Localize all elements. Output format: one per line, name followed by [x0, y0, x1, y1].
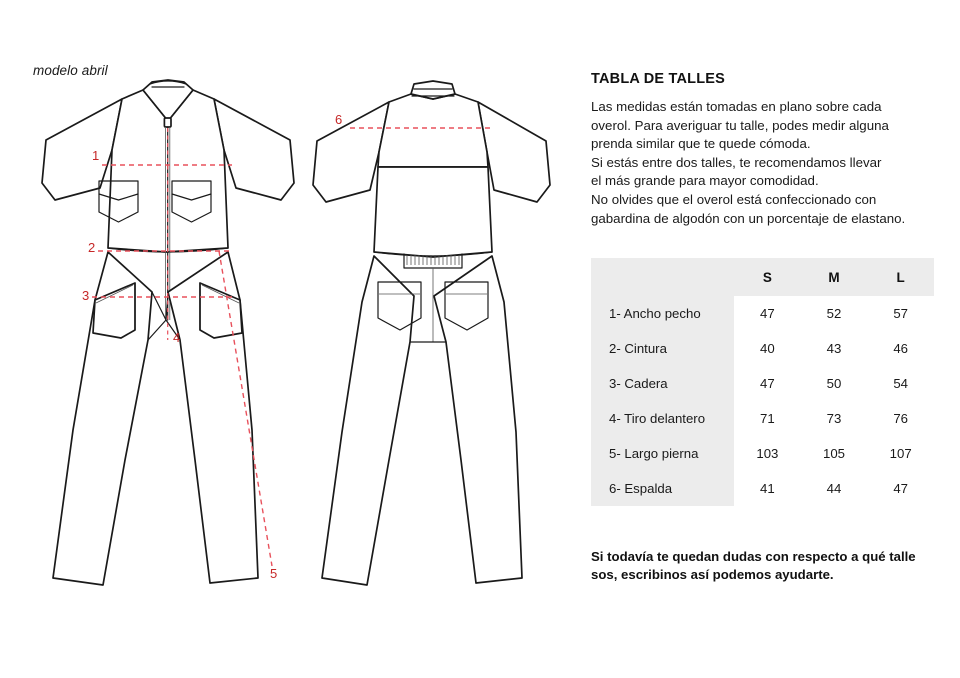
table-row [591, 366, 934, 401]
measure-marker-1 [92, 148, 99, 163]
size-table-container [591, 258, 934, 506]
table-row [591, 296, 934, 331]
cell-largo-pierna-l: 107 [867, 436, 934, 471]
size-table-body [591, 296, 934, 506]
marker-label-6: 6 [335, 112, 343, 127]
measure-marker-3 [82, 288, 89, 303]
cell-espalda-s: 41 [734, 471, 801, 506]
intro-line-4: Si estás entre dos talles, te recomendamos llevar [591, 154, 882, 170]
cell-largo-pierna-m: 105 [801, 436, 868, 471]
footer-line-1: Si todavía te quedan dudas con respecto a qué talle [591, 549, 916, 564]
row-label-cintura: 2- Cintura [591, 331, 734, 366]
row-label-cadera: 3- Cadera [591, 366, 734, 401]
intro-line-2: overol. Para averiguar tu talle, podes medir alguna [591, 117, 889, 133]
row-label-ancho-pecho: 1- Ancho pecho [591, 296, 734, 331]
model-caption: modelo abril [33, 63, 108, 78]
cell-largo-pierna-s: 103 [734, 436, 801, 471]
size-table-head [591, 258, 934, 296]
marker-label-5: 5 [270, 566, 278, 581]
size-table [591, 258, 934, 506]
intro-line-7: gabardina de algodón con un porcentaje de elastano. [591, 210, 906, 226]
column-header-m: M [801, 258, 868, 296]
marker-label-2: 2 [88, 240, 96, 255]
cell-ancho-pecho-s: 47 [734, 296, 801, 331]
cell-espalda-l: 47 [867, 471, 934, 506]
table-row [591, 401, 934, 436]
row-label-largo-pierna: 5- Largo pierna [591, 436, 734, 471]
table-header-row [591, 258, 934, 296]
cell-cadera-s: 47 [734, 366, 801, 401]
row-label-espalda: 6- Espalda [591, 471, 734, 506]
back-flat-sketch [313, 81, 550, 585]
cell-tiro-delantero-s: 71 [734, 401, 801, 436]
cell-ancho-pecho-l: 57 [867, 296, 934, 331]
cell-cadera-m: 50 [801, 366, 868, 401]
column-header-s: S [734, 258, 801, 296]
table-row [591, 331, 934, 366]
marker-label-4: 4 [173, 330, 181, 345]
intro-line-1: Las medidas están tomadas en plano sobre cada [591, 99, 882, 114]
cell-cintura-l: 46 [867, 331, 934, 366]
measure-marker-5 [270, 566, 277, 581]
column-header-l: L [867, 258, 934, 296]
measure-marker-4 [173, 330, 180, 345]
cell-cintura-s: 40 [734, 331, 801, 366]
table-corner-cell [591, 258, 734, 296]
intro-line-3: prenda similar que te quede cómoda. [591, 136, 811, 152]
cell-tiro-delantero-l: 76 [867, 401, 934, 436]
cell-cintura-m: 43 [801, 331, 868, 366]
page-title: TABLA DE TALLES [591, 71, 726, 87]
intro-line-6: No olvides que el overol está confeccionado con [591, 191, 877, 207]
info-panel [570, 0, 960, 678]
cell-espalda-m: 44 [801, 471, 868, 506]
cell-ancho-pecho-m: 52 [801, 296, 868, 331]
table-row [591, 471, 934, 506]
footer-note [591, 548, 943, 583]
intro-text [591, 98, 943, 228]
intro-line-5: el más grande para mayor comodidad. [591, 173, 819, 189]
marker-label-3: 3 [82, 288, 90, 303]
footer-line-2: sos, escribinos así podemos ayudarte. [591, 566, 834, 582]
cell-cadera-l: 54 [867, 366, 934, 401]
measure-marker-2 [88, 240, 95, 255]
front-flat-sketch [42, 80, 294, 585]
marker-label-1: 1 [92, 148, 100, 163]
row-label-tiro-delantero: 4- Tiro delantero [591, 401, 734, 436]
measure-marker-6 [335, 112, 342, 127]
table-row [591, 436, 934, 471]
cell-tiro-delantero-m: 73 [801, 401, 868, 436]
